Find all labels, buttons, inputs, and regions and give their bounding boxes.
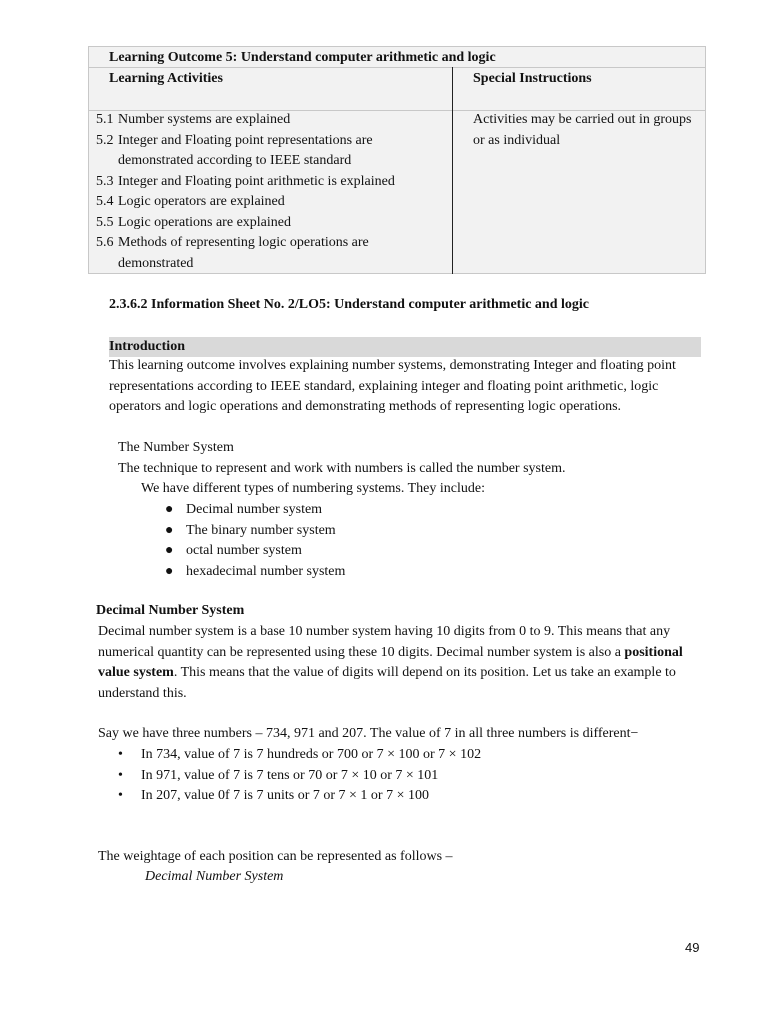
table-divider (89, 67, 705, 68)
list-item-text: In 734, value of 7 is 7 hundreds or 700 or 7 × 100 or 7 × 102 (141, 747, 482, 762)
list-item (165, 521, 345, 542)
bullet-icon: ● (165, 522, 174, 538)
bullet-icon: ● (165, 543, 174, 558)
activity-text: Methods of representing logic operations are demonstrated (118, 235, 369, 271)
learning-outcome-title: Learning Outcome 5: Understand computer arithmetic and logic (109, 50, 496, 65)
table-column-divider (452, 67, 453, 274)
example-intro: Say we have three numbers – 734, 971 and 207. The value of 7 in all three numbers is different− (98, 726, 639, 741)
activity-number: 5.4 (96, 194, 114, 209)
activity-number: 5.6 (96, 235, 114, 250)
list-item (118, 766, 481, 787)
list-item-text: octal number system (186, 543, 302, 558)
bullet-icon: ● (165, 502, 174, 517)
information-sheet-heading: 2.3.6.2 Information Sheet No. 2/LO5: Understand computer arithmetic and logic (109, 297, 589, 312)
activity-item (96, 192, 446, 213)
list-item-text: Decimal number system (186, 502, 323, 517)
number-system-types-list (165, 500, 345, 582)
bullet-icon: • (118, 767, 123, 783)
list-item (118, 786, 481, 807)
activity-item (96, 213, 446, 234)
bullet-icon: ● (165, 563, 174, 579)
decimal-paragraph-text: . This means that the value of digits will depend on its position. Let us take an example to understand this. (98, 665, 676, 701)
special-instructions-text: Activities may be carried out in groups or as individual (473, 112, 692, 148)
activity-number: 5.5 (96, 214, 114, 230)
introduction-heading: Introduction (109, 337, 701, 357)
number-system-definition: The technique to represent and work with numbers is called the number system. (118, 461, 566, 476)
learning-outcome-table (88, 46, 706, 274)
learning-activities-header: Learning Activities (109, 71, 223, 86)
activity-item (96, 233, 446, 274)
activity-text: Integer and Floating point arithmetic is explained (118, 173, 395, 189)
activity-number: 5.3 (96, 173, 114, 189)
activity-number: 5.2 (96, 132, 114, 148)
list-item (165, 500, 345, 521)
activity-item (96, 110, 446, 131)
special-instructions-header: Special Instructions (473, 71, 592, 86)
figure-caption: Decimal Number System (145, 869, 284, 884)
bullet-icon: • (118, 788, 123, 803)
activity-text: Number systems are explained (118, 112, 291, 127)
decimal-heading: Decimal Number System (96, 603, 245, 618)
activity-item (96, 131, 446, 172)
number-system-heading: The Number System (118, 440, 234, 455)
list-item (118, 745, 481, 766)
activity-text: Logic operators are explained (118, 194, 285, 209)
number-system-types-intro: We have different types of numbering systems. They include: (141, 481, 485, 496)
decimal-paragraph-text: Decimal number system is a base 10 number system having 10 digits from 0 to 9. This means that any numerical quantity can be represented using these 10 digits. Decimal number system is also a (98, 624, 671, 660)
list-item (165, 562, 345, 583)
activity-text: Logic operations are explained (118, 214, 291, 230)
activity-number: 5.1 (96, 112, 114, 127)
weightage-text: The weightage of each position can be represented as follows – (98, 849, 453, 864)
list-item-text: In 971, value of 7 is 7 tens or 70 or 7 × 10 or 7 × 101 (141, 767, 439, 783)
activity-item (96, 172, 446, 193)
page-number: 49 (685, 940, 700, 955)
list-item-text: hexadecimal number system (186, 563, 346, 579)
introduction-text: This learning outcome involves explaining number systems, demonstrating Integer and floating point representations according to IEEE standard, explaining integer and floating point arithmetic, logic operators and logic operations and demonstrating methods of representing logic operations. (109, 358, 676, 415)
decimal-examples-list (118, 745, 481, 807)
list-item-text: The binary number system (186, 522, 336, 538)
positional-value-term: positional value system (98, 644, 683, 681)
learning-activities-list (96, 110, 446, 274)
activity-text: Integer and Floating point representations are demonstrated according to IEEE standard (118, 132, 373, 168)
bullet-icon: • (118, 747, 123, 762)
list-item-text: In 207, value 0f 7 is 7 units or 7 or 7 × 1 or 7 × 100 (141, 788, 429, 803)
list-item (165, 541, 345, 562)
decimal-paragraph (98, 622, 700, 704)
